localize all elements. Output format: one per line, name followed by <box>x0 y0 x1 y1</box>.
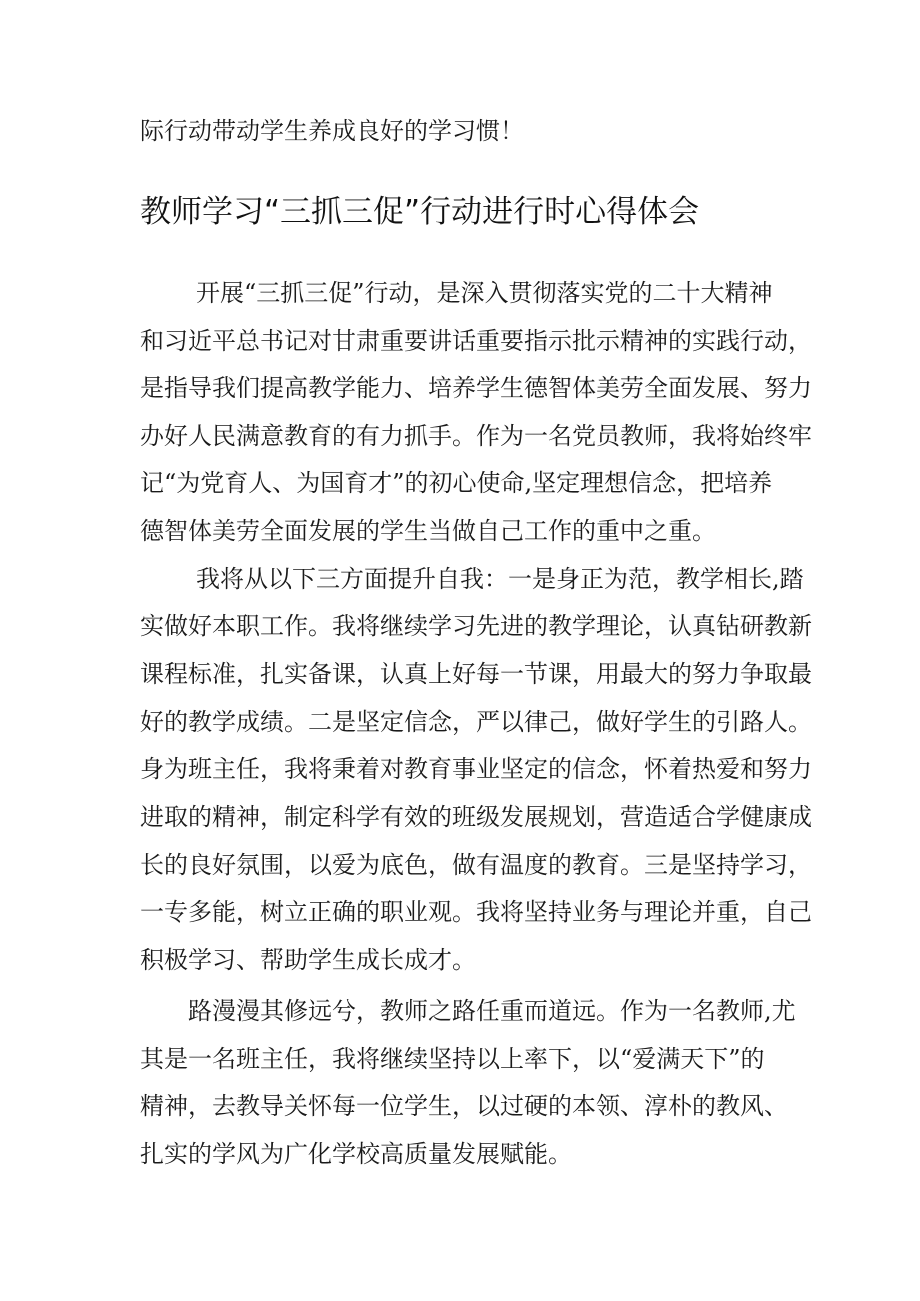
paragraph-line: 开展“三抓三促”行动，是深入贯彻落实党的二十大精神 <box>196 279 773 307</box>
paragraph-line: 记“为党育人、为国育才”的初心使命,坚定理想信念，把培养 <box>140 469 773 497</box>
paragraph-line: 其是一名班主任，我将继续坚持以上率下，以“爱满天下”的 <box>140 1045 765 1073</box>
paragraph-line: 身为班主任，我将秉着对教育事业坚定的信念，怀着热爱和努力 <box>140 755 812 783</box>
paragraph-line: 进取的精神，制定科学有效的班级发展规划，营造适合学健康成 <box>140 803 812 831</box>
paragraph-line: 精神，去教导关怀每一位学生，以过硬的本领、淳朴的教风、 <box>140 1092 788 1120</box>
paragraph-line: 德智体美劳全面发展的学生当做自己工作的重中之重。 <box>140 517 716 545</box>
paragraph-line: 长的良好氛围，以爱为底色，做有温度的教育。三是坚持学习， <box>140 851 812 879</box>
paragraph-line: 我将从以下三方面提升自我：一是身正为范，教学相长,踏 <box>196 565 804 593</box>
paragraph-line: 一专多能，树立正确的职业观。我将坚持业务与理论并重，自己 <box>140 898 812 926</box>
paragraph-line: 课程标准，扎实备课，认真上好每一节课，用最大的努力争取最 <box>140 660 812 688</box>
paragraph-line: 好的教学成绩。二是坚定信念，严以律己，做好学生的引路人。 <box>140 708 812 736</box>
paragraph-line: 扎实的学风为广化学校高质量发展赋能。 <box>140 1140 572 1168</box>
paragraph-line: 路漫漫其修远兮，教师之路任重而道远。作为一名教师,尤 <box>188 997 796 1025</box>
paragraph-line: 是指导我们提高教学能力、培养学生德智体美劳全面发展、努力 <box>140 374 812 402</box>
paragraph-line: 和习近平总书记对甘肃重要讲话重要指示批示精神的实践行动， <box>140 327 812 355</box>
document-title: 教师学习“三抓三促”行动进行时心得体会 <box>140 194 700 230</box>
paragraph-line: 积极学习、帮助学生成长成才。 <box>140 946 476 974</box>
paragraph-line: 办好人民满意教育的有力抓手。作为一名党员教师，我将始终牢 <box>140 422 812 450</box>
carry-over-line: 际行动带动学生养成良好的学习惯！ <box>140 117 524 145</box>
paragraph-line: 实做好本职工作。我将继续学习先进的教学理论，认真钻研教新 <box>140 612 812 640</box>
